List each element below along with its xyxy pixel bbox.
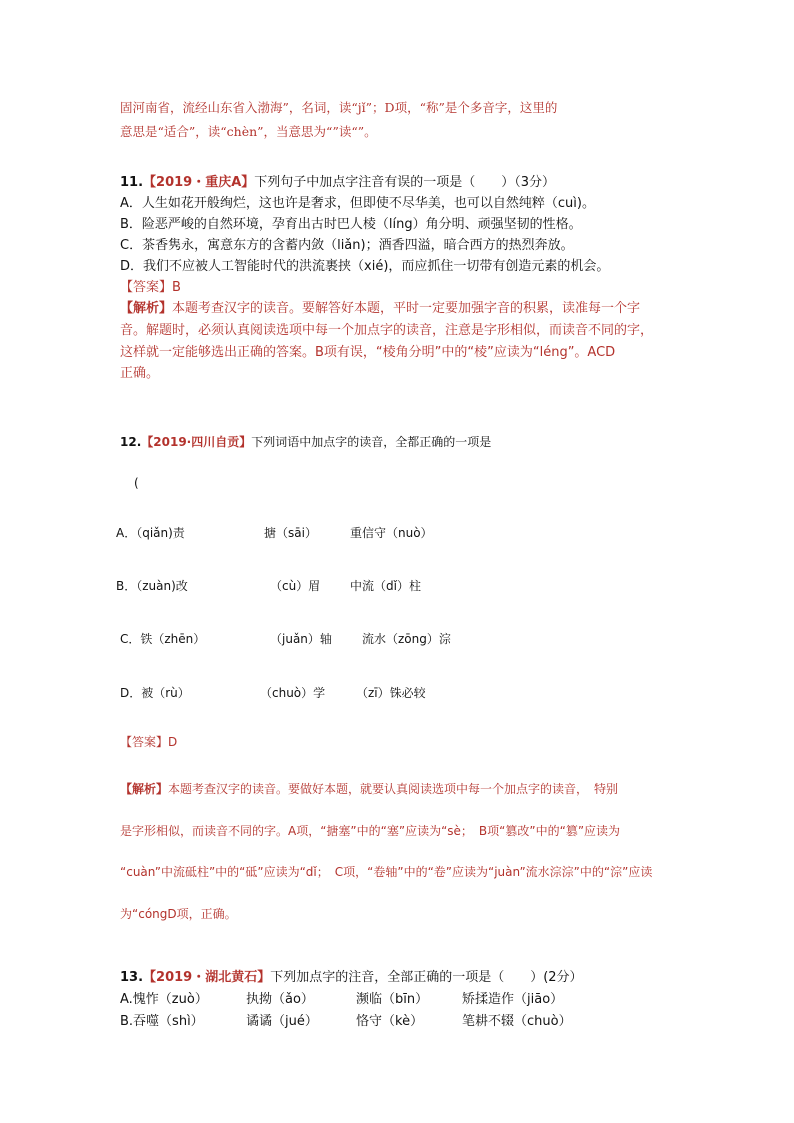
intro-line-2: 意思是“适合”，读“chèn”，当意思为“”读“”。 [120,124,377,139]
q13-b-3: 恪守（kè） [356,1014,424,1029]
q12-a-1: A．（qiǎn)责 [116,526,185,540]
q11-option-a: A．人生如花开般绚烂，这也许是奢求，但即使不尽华美，也可以自然纯粹（cuì)。 [120,196,595,211]
q13-b-4: 笔耕不辍（chuò） [462,1014,572,1029]
intro-line-1: 固河南省，流经山东省入渤海”，名词，读“jǐ”；D项，“称”是个多音字，这里的 [120,100,558,115]
q12-c-2: （juǎn）轴 [270,632,332,646]
q12-d-3: （zī）铢必较 [356,686,426,700]
q13-b-1: B.吞噬（shì） [120,1014,204,1029]
q11-analysis-2: 音。解题时，必须认真阅读选项中每一个加点字的读音，注意是字形相似，而读音不同的字， [120,323,654,338]
q12-analysis-text-1: 本题考查汉字的读音。要做好本题，就要认真阅读选项中每一个加点字的读音， 特别 [168,782,619,796]
q11-analysis-4: 正确。 [120,366,160,381]
q11-answer: 【答案】B [120,280,181,295]
q12-tag: 【2019·四川自贡】 [141,435,252,449]
q13-b-2: 谲谲（jué） [246,1014,318,1029]
q11-number: 11. [120,175,144,190]
q11-tag: 【2019・重庆A】 [143,175,255,190]
q12-analysis-tag: 【解析】 [120,782,169,796]
q12-stem: 下列词语中加点字的读音，全都正确的一项是 [251,435,492,449]
q12-answer: 【答案】D [120,735,178,749]
q12-a-3: 重信守（nuò） [350,526,433,540]
q12-c-1: C．铁（zhēn） [120,632,206,646]
q12-d-1: D．被（rù） [120,686,190,700]
q12-number: 12. [120,435,142,449]
q13-a-3: 濒临（bīn） [356,992,429,1007]
q13-a-2: 执拗（ǎo） [246,992,314,1007]
q11-analysis-tag: 【解析】 [120,301,173,316]
q13-stem: 下列加点字的注音，全部正确的一项是（ ）(2分） [270,970,583,985]
q12-d-2: （chuò）学 [260,686,326,700]
q11-heading [120,171,555,190]
q12-analysis-1 [120,780,618,797]
q13-heading [120,966,583,985]
q13-a-4: 矫揉造作（jiāo） [462,992,564,1007]
q12-heading [120,433,491,450]
q11-option-d: D．我们不应被人工智能时代的洪流裹挟（xié)，而应抓住一切带有创造元素的机会。 [120,259,610,274]
q11-option-b: B．险恶严峻的自然环境，孕育出古时巴人棱（líng）角分明、顽强坚韧的性格。 [120,217,582,232]
q13-tag: 【2019・湖北黄石】 [143,970,271,985]
q12-analysis-2: 是字形相似，而读音不同的字。A项，“搪塞”中的“塞”应读为“sè； B项“篡改”中的“篡”应读为 [120,824,621,838]
q11-stem: 下列句子中加点字注音有误的一项是（ ）（3分） [254,175,556,190]
q12-b-2: （cù）眉 [270,579,321,593]
q12-analysis-3: “cuàn”中流砥柱”中的“砥”应读为“dǐ； C项，“卷轴”中的“卷”应读为“juàn”流水淙淙”中的“淙”应读 [120,865,653,879]
q11-analysis-3: 这样就一定能够选出正确的答案。B项有误，“棱角分明”中的“棱”应读为“léng”。ACD [120,345,616,360]
q12-b-3: 中流（dǐ）柱 [350,579,421,593]
q12-b-1: B．（zuàn)改 [116,579,188,593]
q12-a-2: 搪（sāi） [264,526,317,540]
q11-option-c: C．茶香隽永，寓意东方的含蓄内敛（liǎn)；酒香四溢，暗合西方的热烈奔放。 [120,238,574,253]
q11-analysis-1 [120,297,640,316]
q11-analysis-text-1: 本题考查汉字的读音。要解答好本题，平时一定要加强字音的积累，读准每一个字 [172,301,641,316]
q12-paren: ( [134,476,139,490]
q13-a-1: A.愧怍（zuò） [120,992,208,1007]
q13-number: 13. [120,970,144,985]
q12-analysis-4: 为“cóngD项，正确。 [120,907,237,921]
q12-c-3: 流水（zōng）淙 [362,632,451,646]
